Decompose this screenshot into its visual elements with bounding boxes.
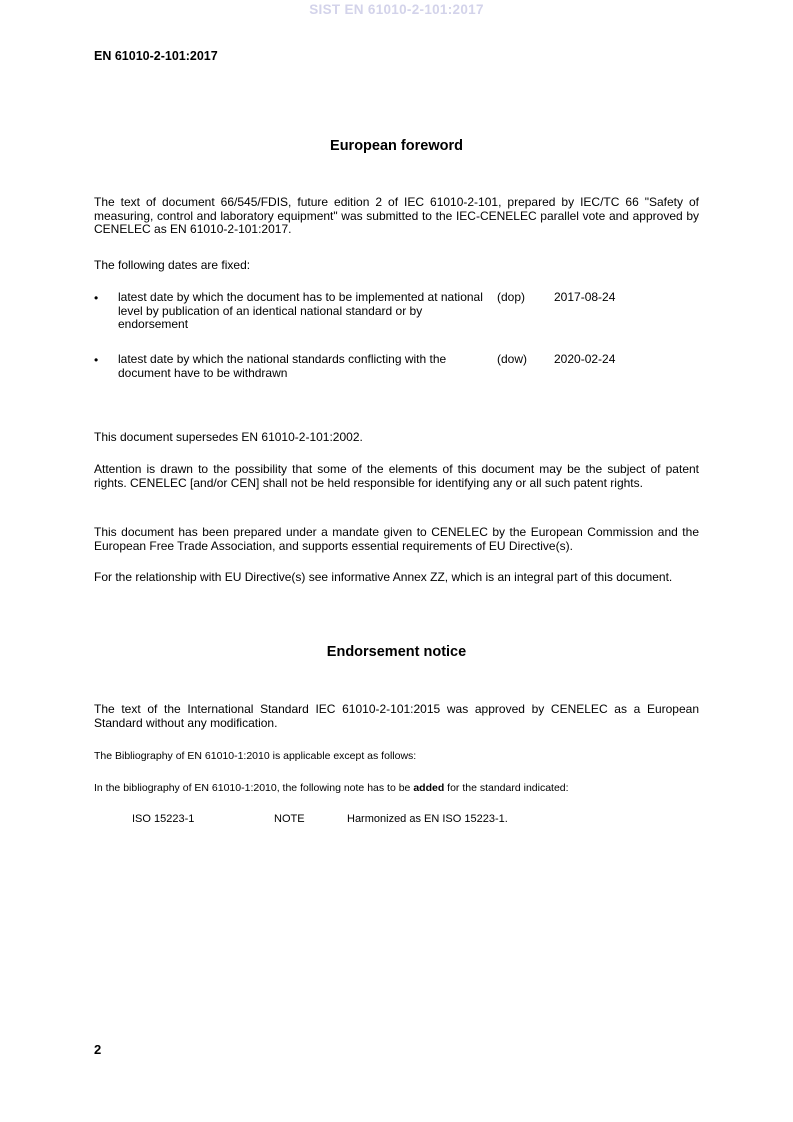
date-item-date: 2020-02-24 (554, 352, 616, 366)
patent-paragraph: Attention is drawn to the possibility that some of the elements of this document may be the subject of patent rights. CENELEC [and/or CEN] shall not be held responsible for identifying any or all such patent rights. (94, 462, 699, 490)
endorsement-notice-heading: Endorsement notice (326, 644, 467, 660)
note-row-text: Harmonized as EN ISO 15223-1. (347, 813, 508, 825)
note-line-before: In the bibliography of EN 61010-1:2010, the following note has to be (94, 782, 414, 794)
date-item-text: latest date by which the document has to be implemented at national level by publication of an identical national standard or by endorsement (118, 290, 483, 332)
bullet-marker: • (94, 291, 99, 305)
note-line-bold: added (413, 782, 445, 794)
mandate-paragraph: This document has been prepared under a mandate given to CENELEC by the European Commission and the European Free Trade Association, and supports essential requirements of EU Directive(s). (94, 525, 699, 553)
european-foreword-heading: European foreword (330, 138, 463, 154)
watermark: SIST EN 61010-2-101:2017 (309, 2, 484, 17)
document-id: EN 61010-2-101:2017 (94, 49, 218, 63)
note-row-standard: ISO 15223-1 (132, 813, 195, 825)
note-line-after: for the standard indicated: (444, 782, 569, 794)
endorsement-paragraph: The text of the International Standard IEC 61010-2-101:2015 was approved by CENELEC as a European Standard without any modification. (94, 702, 699, 730)
date-item-code: (dop) (497, 290, 526, 304)
supersedes-paragraph: This document supersedes EN 61010-2-101:2002. (94, 430, 363, 444)
note-row-label: NOTE (274, 813, 305, 825)
page-number: 2 (94, 1042, 102, 1057)
relationship-paragraph: For the relationship with EU Directive(s) see informative Annex ZZ, which is an integral part of this document. (94, 570, 673, 584)
dates-intro: The following dates are fixed: (94, 258, 251, 272)
bullet-marker: • (94, 353, 99, 367)
date-item-text: latest date by which the national standards conflicting with the document have to be withdrawn (118, 352, 447, 380)
date-item-date: 2017-08-24 (554, 290, 616, 304)
date-item-code: (dow) (497, 352, 528, 366)
bibliography-intro: The Bibliography of EN 61010-1:2010 is applicable except as follows: (94, 750, 417, 762)
foreword-intro-paragraph: The text of document 66/545/FDIS, future edition 2 of IEC 61010-2-101, prepared by IEC/TC 66 "Safety of measuring, control and laboratory equipment" was submitted to the IEC-CENELEC parallel vote and approved by CENELEC as EN 61010-2-101:2017. (94, 195, 699, 237)
bibliography-note-line (94, 782, 699, 795)
